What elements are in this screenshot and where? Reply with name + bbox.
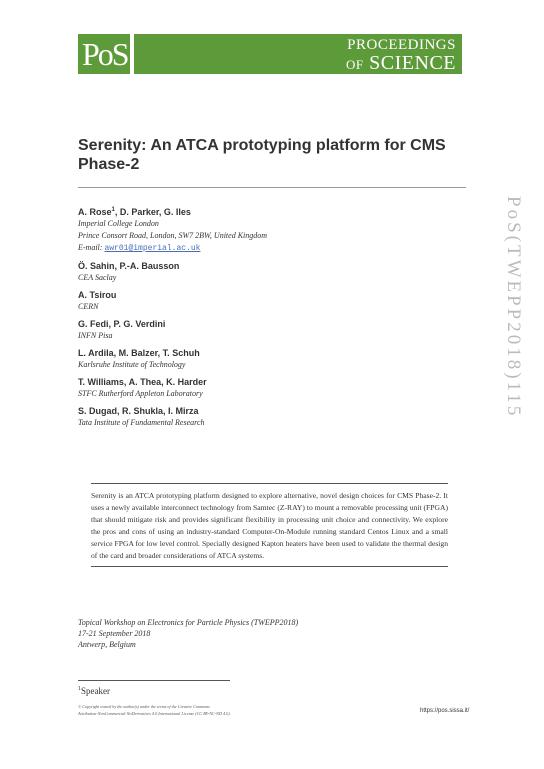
author-list: [78, 204, 458, 434]
abstract-bottom-rule: [91, 566, 448, 567]
footnote-rule: [78, 680, 230, 681]
pos-logo-text: PoS: [82, 36, 128, 72]
banner-science-word: SCIENCE: [369, 52, 456, 74]
author-group: [78, 347, 458, 371]
abstract: Serenity is an ATCA prototyping platform designed to explore alternative, novel design choices for CMS Phase-2. It uses a newly available interconnect technology from Samtec (Z-RAY) to mount a removable processing unit (FPGA) that should mitigate risk and provides significant flexibility in processing unit choice and connectivity. We explore the pros and cons of using an industry-standard Computer-On-Module running standard Centos Linux and a small service FPGA for low level control. Specially designed Kapton heaters have been used to validate the thermal design of the card and broader considerations of ATCA systems.: [91, 491, 448, 560]
conference-location: Antwerp, Belgium: [78, 640, 136, 649]
footnote-mark: 1: [78, 686, 81, 692]
proceedings-banner: [134, 34, 462, 74]
paper-title: Serenity: An ATCA prototyping platform for CMS Phase-2: [78, 137, 446, 173]
author-group: [78, 260, 458, 284]
author-names: G. Fedi, P. G. Verdini: [78, 319, 166, 329]
banner-proceedings: PROCEEDINGS: [347, 37, 456, 53]
author-group: [78, 204, 458, 255]
author-names: A. Tsirou: [78, 290, 117, 300]
speaker-mark: 1: [111, 207, 115, 213]
author-group: [78, 289, 458, 313]
author-group: [78, 318, 458, 342]
pos-identifier-watermark: [500, 196, 524, 486]
license-line: Attribution-NonCommercial-NoDerivatives 4.0 International License (CC BY-NC-ND 4.0).: [78, 711, 231, 716]
conference-info: [78, 617, 298, 650]
affiliation: CEA Saclay: [78, 273, 117, 282]
author-group: [78, 405, 458, 429]
copyright-line: © Copyright owned by the author(s) under the terms of the Creative Commons: [78, 704, 210, 709]
affiliation: STFC Rutherford Appleton Laboratory: [78, 389, 203, 398]
author-group: [78, 376, 458, 400]
affiliation: Tata Institute of Fundamental Research: [78, 418, 205, 427]
author-names: L. Ardila, M. Balzer, T. Schuh: [78, 348, 200, 358]
affiliation: Karlsruhe Institute of Technology: [78, 360, 186, 369]
banner-science: [346, 52, 456, 75]
pos-logo: [78, 34, 130, 74]
affiliation: Imperial College London: [78, 219, 159, 228]
contact-email: E-mail: awr01@imperial.ac.uk: [78, 243, 201, 253]
conference-dates: 17-21 September 2018: [78, 629, 151, 638]
title-divider: [78, 187, 466, 188]
email-link[interactable]: awr01@imperial.ac.uk: [104, 244, 201, 253]
author-names: Ö. Sahin, P.-A. Bausson: [78, 261, 180, 271]
author-names: S. Dugad, R. Shukla, I. Mirza: [78, 406, 199, 416]
footnote-text: Speaker: [81, 686, 110, 696]
author-names: T. Williams, A. Thea, K. Harder: [78, 377, 207, 387]
affiliation: CERN: [78, 302, 99, 311]
affiliation: INFN Pisa: [78, 331, 113, 340]
abstract-top-rule: [91, 483, 448, 484]
banner-of: OF: [346, 57, 364, 72]
watermark-text: PoS(TWEPP2018)115: [503, 196, 524, 419]
copyright-notice: [78, 703, 231, 717]
footnote: [78, 686, 110, 696]
pos-url-link[interactable]: https://pos.sissa.it/: [420, 708, 470, 714]
affiliation-address: Prince Consort Road, London, SW7 2BW, United Kingdom: [78, 231, 268, 240]
conference-name: Topical Workshop on Electronics for Particle Physics (TWEPP2018): [78, 618, 299, 627]
author-names: A. Rose$^1$, D. Parker, G. Iles: [78, 207, 191, 217]
